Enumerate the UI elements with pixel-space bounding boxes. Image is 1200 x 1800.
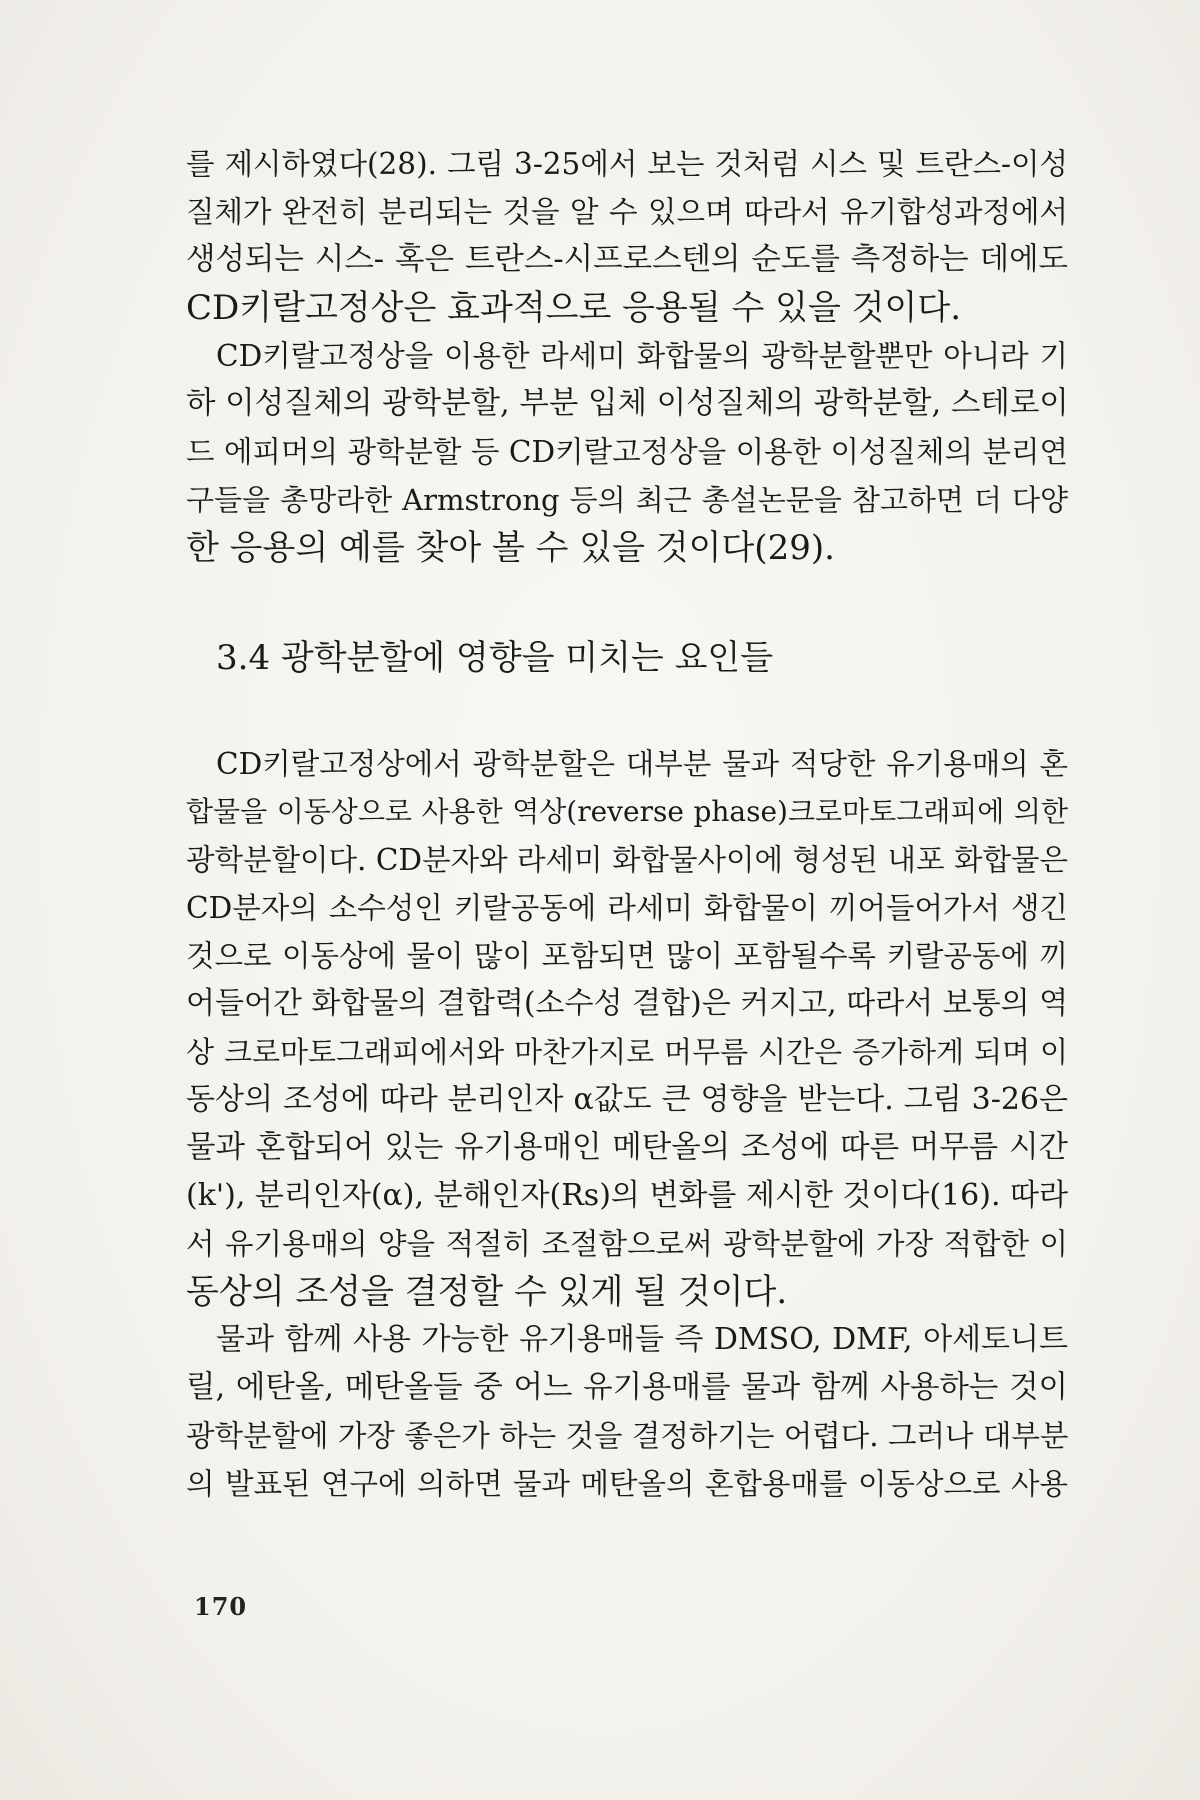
text-line: 합물을 이동상으로 사용한 역상(reverse phase)크로마토그래피에 의한 — [186, 795, 1068, 828]
page-body — [186, 140, 1068, 1508]
text-line: 동상의 조성에 따라 분리인자 α값도 큰 영향을 받는다. 그림 3-26은 — [186, 1082, 1068, 1117]
text-line: 구들을 총망라한 Armstrong 등의 최근 총설논문을 참고하면 더 다양 — [186, 483, 1068, 517]
text-line: 질체가 완전히 분리되는 것을 알 수 있으며 따라서 유기합성과정에서 — [186, 195, 1068, 229]
text-line: 하 이성질체의 광학분할, 부분 입체 이성질체의 광학분할, 스테로이 — [186, 386, 1069, 421]
text-line: 의 발표된 연구에 의하면 물과 메탄올의 혼합용매를 이동상으로 사용 — [186, 1467, 1068, 1501]
text-line: (k'), 분리인자(α), 분해인자(Rs)의 변화를 제시한 것이다(16). 따라 — [186, 1178, 1068, 1213]
text-line: 광학분할에 가장 좋은가 하는 것을 결정하기는 어렵다. 그러나 대부분 — [186, 1419, 1069, 1453]
text-line: 생성되는 시스- 혹은 트란스-시프로스텐의 순도를 측정하는 데에도 — [186, 242, 1068, 277]
paragraph-group-after — [186, 740, 1068, 1508]
section-heading: 3.4 광학분할에 영향을 미치는 요인들 — [216, 638, 774, 678]
paragraph — [186, 332, 1068, 572]
text-line: 를 제시하였다(28). 그림 3-25에서 보는 것처럼 시스 및 트란스-이성 — [186, 147, 1068, 181]
text-line: CD키랄고정상을 이용한 라세미 화합물의 광학분할뿐만 아니라 기 — [216, 339, 1068, 373]
text-line: 어들어간 화합물의 결합력(소수성 결합)은 커지고, 따라서 보통의 역 — [186, 986, 1069, 1021]
text-line: 동상의 조성을 결정할 수 있게 될 것이다. — [186, 1272, 788, 1312]
text-line: 릴, 에탄올, 메탄올들 중 어느 유기용매를 물과 함께 사용하는 것이 — [186, 1370, 1068, 1405]
text-line: 것으로 이동상에 물이 많이 포함되면 많이 포함될수록 키랄공동에 끼 — [186, 939, 1068, 973]
text-line: 물과 혼합되어 있는 유기용매인 메탄올의 조성에 따른 머무름 시간 — [186, 1130, 1068, 1165]
text-line: 물과 함께 사용 가능한 유기용매들 즉 DMSO, DMF, 아세토니트 — [216, 1322, 1068, 1357]
text-line: 상 크로마토그래피에서와 마찬가지로 머무름 시간은 증가하게 되며 이 — [186, 1035, 1068, 1069]
text-line: 한 응용의 예를 찾아 볼 수 있을 것이다(29). — [186, 528, 835, 568]
text-line: CD키랄고정상은 효과적으로 응용될 수 있을 것이다. — [186, 288, 961, 328]
paragraph — [186, 1316, 1068, 1508]
text-line: 광학분할이다. CD분자와 라세미 화합물사이에 형성된 내포 화합물은 — [186, 843, 1068, 877]
paragraph-group-before — [186, 140, 1068, 572]
page-number: 170 — [194, 1592, 248, 1621]
paragraph — [186, 140, 1068, 332]
paragraph — [186, 740, 1068, 1316]
text-line: CD분자의 소수성인 키랄공동에 라세미 화합물이 끼어들어가서 생긴 — [186, 891, 1068, 925]
text-line: 드 에피머의 광학분할 등 CD키랄고정상을 이용한 이성질체의 분리연 — [186, 435, 1068, 469]
text-line: CD키랄고정상에서 광학분할은 대부분 물과 적당한 유기용매의 혼 — [216, 747, 1068, 781]
text-line: 서 유기용매의 양을 적절히 조절함으로써 광학분할에 가장 적합한 이 — [186, 1227, 1068, 1261]
